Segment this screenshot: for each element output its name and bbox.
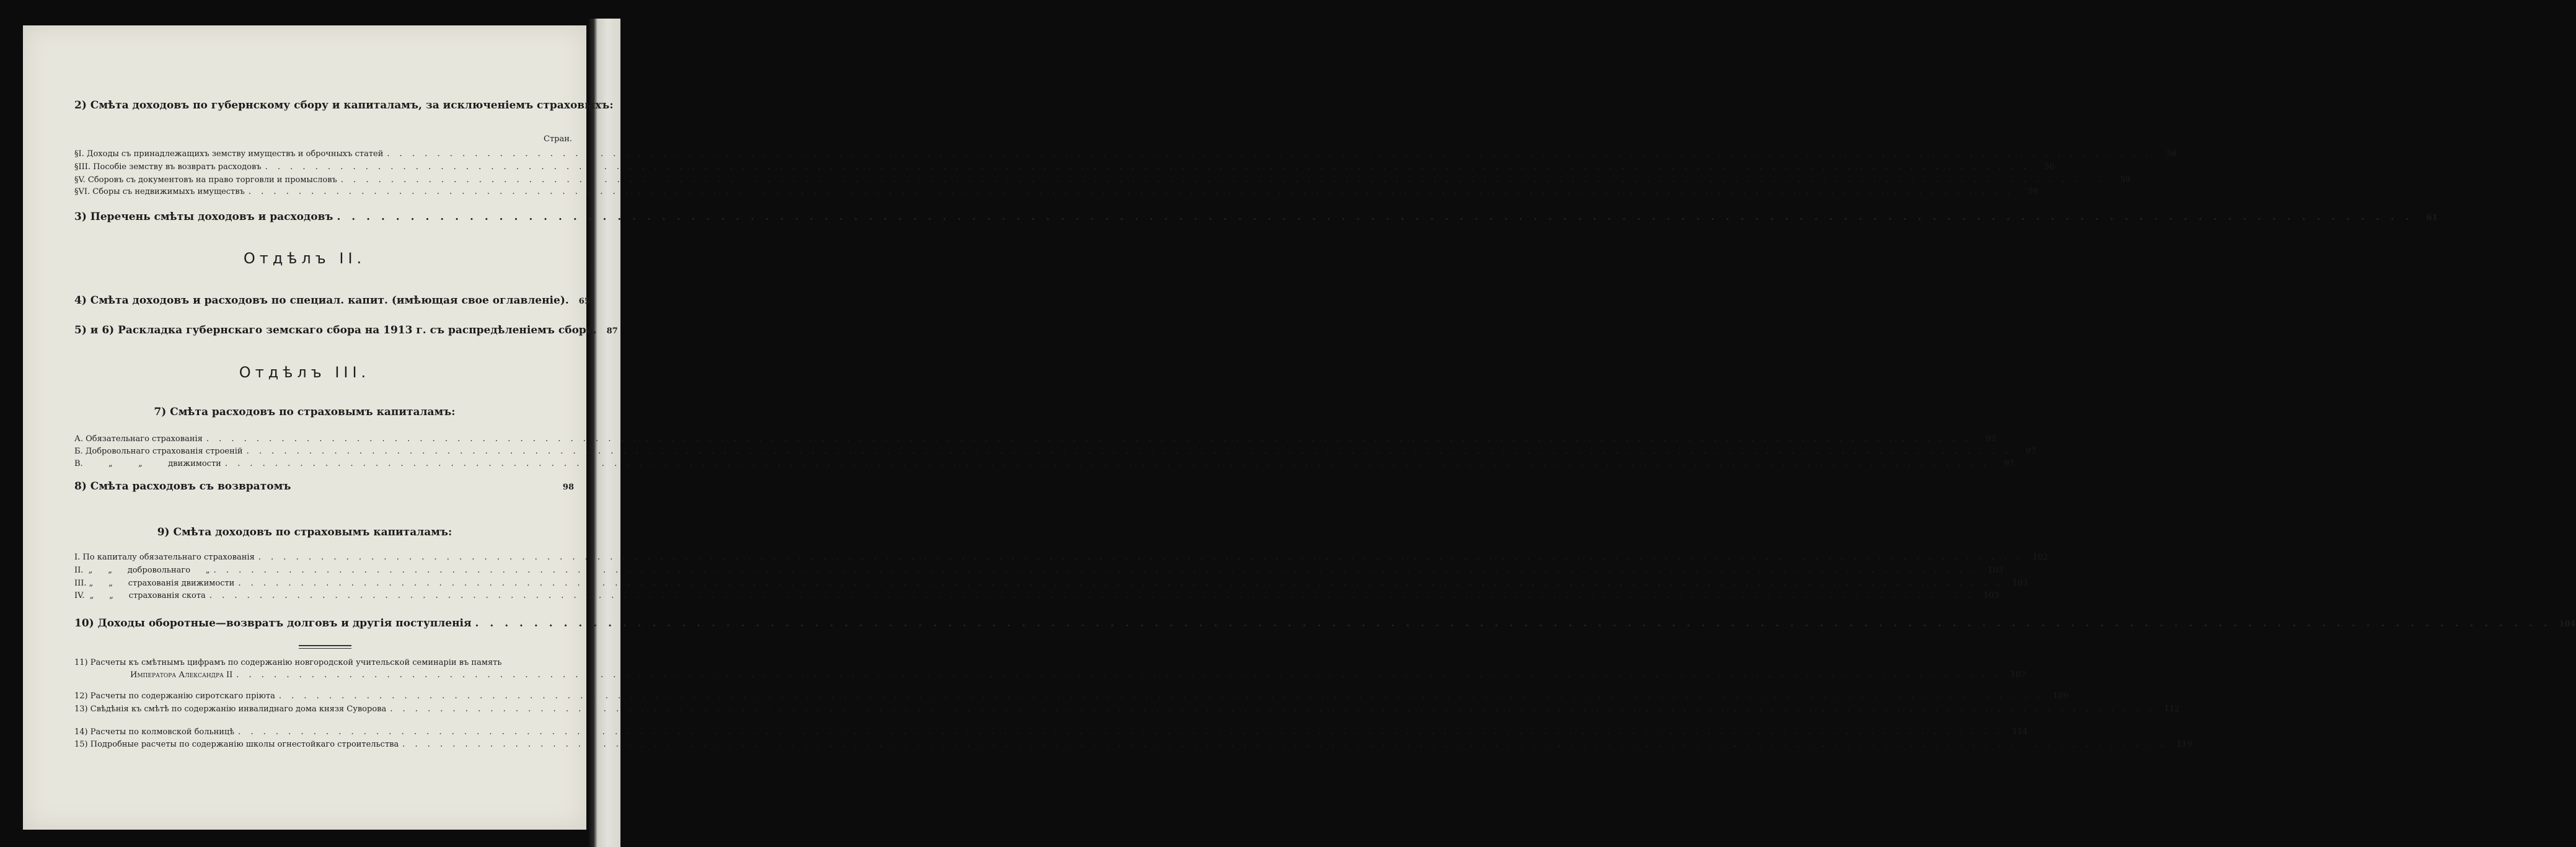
leader-dots bbox=[210, 591, 1974, 600]
toc-entry: IV. „ „ страхованія скота . . . 103 bbox=[74, 591, 574, 600]
page-column-header: Стран. bbox=[544, 134, 573, 144]
divider-rule bbox=[299, 648, 351, 649]
document-page bbox=[23, 25, 2576, 830]
section-heading-ii: Отдѣлъ II. bbox=[243, 250, 366, 267]
item-11-line1: 11) Расчеты къ смѣтнымъ цифрамъ по содержанію новгородской учительской семинаріи въ память bbox=[74, 658, 502, 667]
adjacent-page-edge bbox=[589, 19, 620, 847]
leader-dots bbox=[238, 579, 2003, 588]
leader-dots bbox=[337, 211, 2412, 223]
toc-entry: I. По капиталу обязательнаго страхованія . . . 102 bbox=[74, 553, 574, 562]
toc-entry: § VI. Сборы съ недвижимыхъ имуществъ . . . 59 bbox=[74, 187, 574, 196]
item-3: 3) Перечень смѣты доходовъ и расходовъ . . . 61 bbox=[74, 211, 574, 223]
leader-dots bbox=[206, 434, 1971, 444]
leader-dots bbox=[475, 617, 2551, 630]
leader-dots bbox=[249, 187, 2013, 196]
item-12: 12) Расчеты по содержанію сиротскаго пріюта . . . 109 bbox=[74, 691, 574, 701]
toc-entry: II. „ „ добровольнаго „ . . . 103 bbox=[74, 566, 574, 575]
leader-dots bbox=[214, 566, 1978, 575]
section-heading-iii: Отдѣлъ III. bbox=[239, 364, 371, 381]
item-5-6: 5) и 6) Раскладка губернскаго земскаго сбора на 1913 г. съ распредѣленіемъ сбора. 87 bbox=[74, 324, 618, 336]
leader-dots bbox=[341, 175, 2106, 185]
item-15: 15) Подробные расчеты по содержанію школы огнестойкаго строительства . . . 119 bbox=[74, 740, 574, 749]
leader-dots bbox=[402, 740, 2167, 749]
leader-dots bbox=[390, 704, 2155, 714]
toc-entry: Б. Добровольнаго страхованія строеній . . . 97 bbox=[74, 447, 574, 456]
leader-dots bbox=[387, 149, 2151, 159]
item-2-title: 2) Смѣта доходовъ по губернскому сбору и капиталамъ, за исключеніемъ страховыхъ: bbox=[74, 99, 614, 112]
item-10: 10) Доходы оборотные—возвратъ долговъ и другія поступленія . . . 104 bbox=[74, 617, 574, 630]
toc-entry: § V. Сборовъ съ документовъ на право торговли и промысловъ . . . 59 bbox=[74, 175, 574, 185]
leader-dots bbox=[238, 727, 2003, 737]
toc-entry: III. „ „ страхованія движимости . . . 103 bbox=[74, 579, 574, 588]
leader-dots bbox=[279, 691, 2044, 701]
item-11-line2: Императора Александра II . . . 107 bbox=[130, 670, 574, 680]
item-8: 8) Смѣта расходовъ съ возвратомъ 98 bbox=[74, 480, 574, 493]
toc-entry: А. Обязательнаго страхованія . . . 92 bbox=[74, 434, 574, 444]
item-14: 14) Расчеты по колмовской больницѣ . . . 114 bbox=[74, 727, 574, 737]
leader-dots bbox=[265, 162, 2030, 172]
leader-dots bbox=[225, 459, 1990, 468]
leader-dots bbox=[236, 670, 2001, 680]
item-9-title: 9) Смѣта доходовъ по страховымъ капиталамъ: bbox=[157, 526, 452, 538]
leader-dots bbox=[247, 447, 2011, 456]
item-13: 13) Свѣдѣнія къ смѣтѣ по содержанію инвалиднаго дома князя Суворова . . . 112 bbox=[74, 704, 574, 714]
toc-entry: § III. Пособіе земству въ возвратъ расходовъ . . . 56 bbox=[74, 162, 574, 172]
item-4: 4) Смѣта доходовъ и расходовъ по специал. капит. (имѣющая свое оглавленіе). 65 bbox=[74, 294, 590, 307]
toc-entry: В. „ „ движимости . . . 97 bbox=[74, 459, 574, 468]
toc-entry: § I. Доходы съ принадлежащихъ земству имуществъ и оброчныхъ статей . . . 56 bbox=[74, 149, 574, 159]
item-7-title: 7) Смѣта расходовъ по страховымъ капиталамъ: bbox=[154, 406, 456, 418]
leader-dots bbox=[258, 553, 2023, 562]
divider-rule bbox=[299, 645, 351, 646]
